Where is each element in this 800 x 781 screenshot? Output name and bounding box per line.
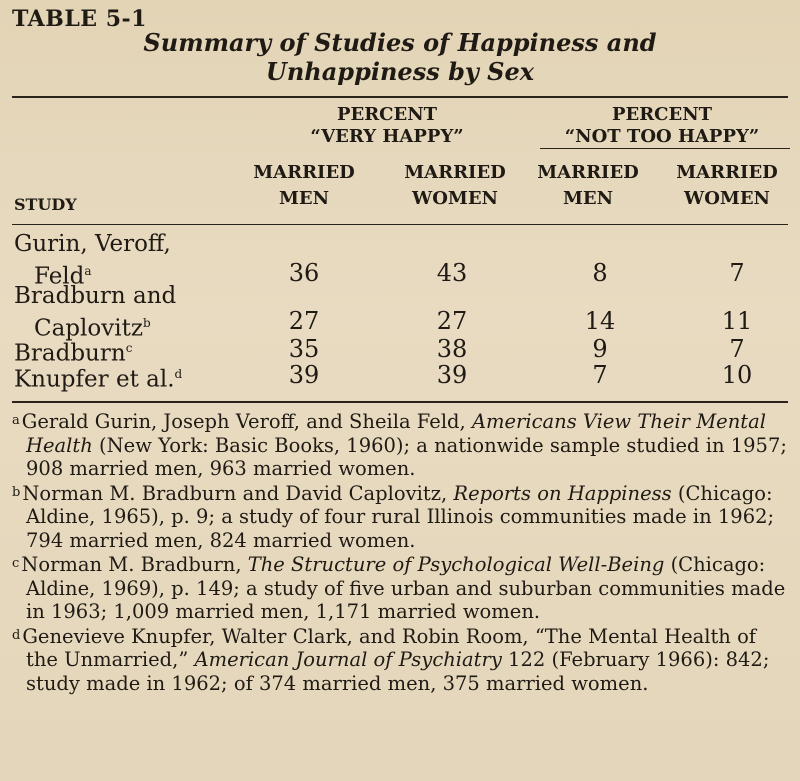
footnote-text: 122 (February 1966): 842; study made in 1962; of 374 married men, 375 married women. <box>26 648 770 695</box>
col-vh-men-line-1: MARRIED <box>253 162 355 183</box>
col-nt-men-line-1: MARRIED <box>537 162 639 183</box>
group-not-too-line-2: “NOT TOO HAPPY” <box>564 126 760 147</box>
cell-vh-men: 39 <box>288 361 320 389</box>
col-vh-married-men <box>244 160 364 212</box>
footnote-text: (Chicago: Aldine, 1965), p. 9; a study of four rural Illinois communities made in 1962; 794 married men, 824 married women. <box>26 481 775 552</box>
footnote-marker: b <box>142 316 151 330</box>
cell-vh-men: 36 <box>288 259 320 287</box>
footnote-marker: c <box>125 341 133 355</box>
col-nt-married-women <box>662 160 792 212</box>
footnote-title: Reports on Happiness <box>453 481 672 505</box>
cell-vh-men: 27 <box>288 307 320 335</box>
title-line-2: Unhappiness by Sex <box>265 57 535 86</box>
bottom-rule <box>12 401 788 403</box>
footnote-title: American Journal of Psychiatry <box>194 648 502 671</box>
footnote-text: Genevieve Knupfer, Walter Clark, and Robin Room, “The Mental Health of the Unmarried,” <box>22 624 757 671</box>
row-study-name <box>14 361 182 394</box>
footnote-c <box>12 552 788 624</box>
cell-vh-women: 27 <box>436 307 468 335</box>
footnote-marker: a <box>12 413 20 428</box>
footnote-text: Norman M. Bradburn and David Caplovitz, <box>22 481 454 505</box>
col-vh-men-line-2: MEN <box>278 188 330 209</box>
study-name-line-1: Bradburn and <box>14 283 177 309</box>
footnotes <box>12 409 788 695</box>
footnote-title: The Structure of Psychological Well-Being <box>247 553 665 576</box>
footnote-a <box>12 409 788 481</box>
cell-vh-men: 35 <box>288 335 320 363</box>
group-underline-not-too-happy <box>540 148 790 149</box>
study-name-text: Feld <box>34 263 85 290</box>
footnote-text: Gerald Gurin, Joseph Veroff, and Sheila Feld, <box>21 410 472 433</box>
group-header-very-happy <box>257 104 517 148</box>
row-study-name <box>14 283 176 343</box>
col-vh-women-line-2: WOMEN <box>412 188 498 209</box>
footnote-text: (Chicago: Aldine, 1969), p. 149; a study of five urban and suburban communities made in 1963; 1,009 married men, 1,171 married women. <box>26 553 786 623</box>
study-header: STUDY <box>14 195 77 214</box>
group-header-not-too-happy <box>532 104 792 148</box>
cell-vh-women: 38 <box>436 335 468 363</box>
footnote-d <box>12 624 788 696</box>
cell-nt-women: 7 <box>729 259 745 287</box>
footnote-marker: c <box>12 556 20 571</box>
study-name-text: Knupfer et al. <box>14 366 175 393</box>
footnote-marker: d <box>12 627 21 643</box>
footnote-marker: b <box>12 484 21 500</box>
col-nt-women-line-1: MARRIED <box>676 162 778 183</box>
footnote-marker: a <box>84 264 92 278</box>
col-vh-women-line-1: MARRIED <box>404 162 506 183</box>
study-name-text: Bradburn <box>14 340 126 367</box>
title-line-1: Summary of Studies of Happiness and <box>143 28 657 57</box>
cell-vh-women: 39 <box>436 361 468 389</box>
footnote-text: (New York: Basic Books, 1960); a nationwide sample studied in 1957; 908 married men, 963 married women. <box>26 433 787 480</box>
col-nt-men-line-2: MEN <box>562 188 614 209</box>
study-name-line-1: Gurin, Veroff, <box>14 231 171 257</box>
group-not-too-line-1: PERCENT <box>611 104 713 125</box>
cell-nt-women: 10 <box>721 361 753 389</box>
cell-nt-men: 9 <box>592 335 608 363</box>
cell-vh-women: 43 <box>436 259 468 287</box>
col-nt-women-line-2: WOMEN <box>684 188 770 209</box>
cell-nt-men: 14 <box>584 307 616 335</box>
cell-nt-women: 11 <box>721 307 753 335</box>
footnote-text: Norman M. Bradburn, <box>21 553 248 576</box>
col-vh-married-women <box>390 160 520 212</box>
table-body <box>12 225 788 393</box>
column-headers <box>12 98 788 224</box>
cell-nt-women: 7 <box>729 335 745 363</box>
group-very-happy-line-1: PERCENT <box>336 104 438 125</box>
study-name-text: Caplovitz <box>34 315 143 342</box>
group-very-happy-line-2: “VERY HAPPY” <box>310 126 464 147</box>
footnote-marker: d <box>174 367 183 381</box>
cell-nt-men: 8 <box>592 259 608 287</box>
col-nt-married-men <box>524 160 652 212</box>
row-study-name <box>14 231 171 291</box>
table-title <box>12 28 788 86</box>
footnote-b <box>12 481 788 553</box>
footnote-title: Americans View Their Mental Health <box>26 410 766 457</box>
cell-nt-men: 7 <box>592 361 608 389</box>
table-label: TABLE 5-1 <box>12 6 147 32</box>
